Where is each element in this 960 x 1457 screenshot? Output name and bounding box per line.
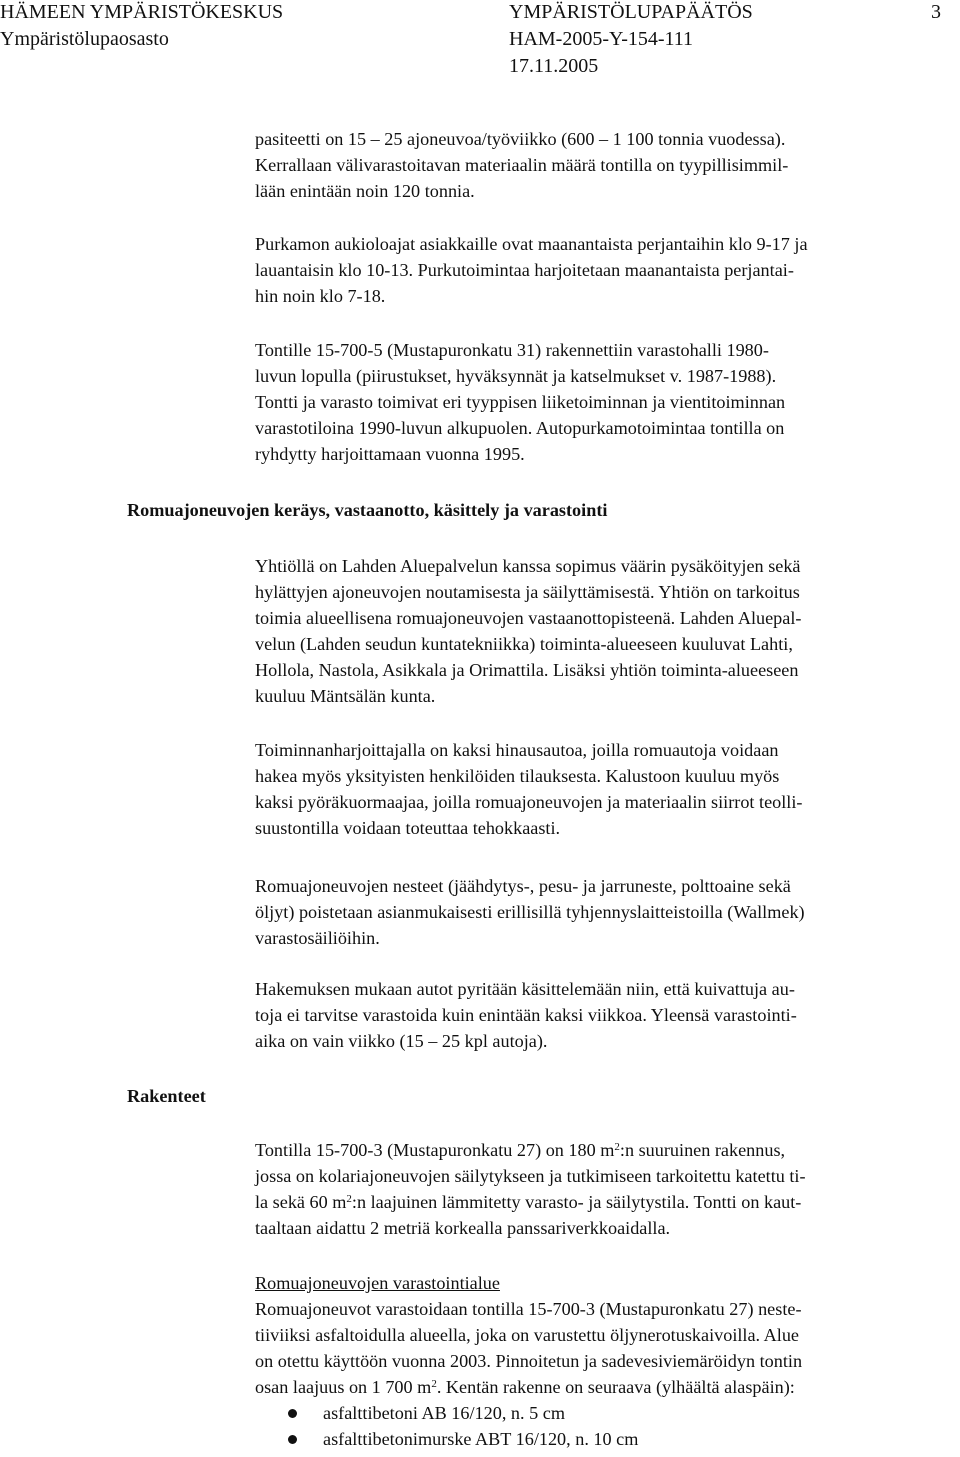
text-line: kaksi pyöräkuormaajaa, joilla romuajoneuvojen ja materiaalin siirrot teolli- (255, 792, 803, 812)
structure-list (255, 1400, 960, 1452)
text-line (255, 1189, 960, 1215)
text-span: :n laajuinen lämmitetty varasto- ja säilytystila. Tontti on kaut- (351, 1192, 802, 1212)
text-line: on otettu käyttöön vuonna 2003. Pinnoitetun ja sadevesiviemäröidyn tontin (255, 1351, 803, 1371)
header-doc-type: YMPÄRISTÖLUPAPÄÄTÖS (509, 1, 753, 23)
header-department: Ympäristölupaosasto (0, 28, 169, 50)
text-span: la sekä 60 m (255, 1192, 347, 1212)
text-line: tiiviiksi asfaltoidulla alueella, joka on varustettu öljynerotuskaivoilla. Alue (255, 1325, 799, 1345)
text-line: pasiteetti on 15 – 25 ajoneuvoa/työviikko (600 – 1 100 tonnia vuodessa). (255, 129, 786, 149)
section-heading-collection: Romuajoneuvojen keräys, vastaanotto, käsittely ja varastointi (127, 500, 608, 520)
text-line: luvun lopulla (piirustukset, hyväksynnät ja katselmukset v. 1987-1988). (255, 366, 777, 386)
text-line: öljyt) poistetaan asianmukaisesti erillisillä tyhjennyslaitteistoilla (Wallmek) (255, 902, 805, 922)
paragraph-building (255, 1137, 960, 1241)
text-line: hin noin klo 7-18. (255, 286, 386, 306)
text-line: Hakemuksen mukaan autot pyritään käsittelemään niin, että kuivattuja au- (255, 979, 795, 999)
text-line: kuuluu Mäntsälän kunta. (255, 686, 436, 706)
text-line: Yhtiöllä on Lahden Aluepalvelun kanssa sopimus väärin pysäköityjen sekä (255, 556, 801, 576)
section-heading-structures: Rakenteet (127, 1086, 206, 1106)
text-line: toimia alueellisena romuajoneuvojen vastaanottopisteenä. Lahden Aluepal- (255, 608, 802, 628)
paragraph-equipment (255, 737, 960, 841)
paragraph-agreement (255, 553, 960, 709)
text-line: toja ei tarvitse varastoida kuin enintään kaksi viikkoa. Yleensä varastointi- (255, 1005, 797, 1025)
text-span: osan laajuus on 1 700 m (255, 1377, 432, 1397)
subsection-title: Romuajoneuvojen varastointialue (255, 1273, 500, 1293)
header-case-id: HAM-2005-Y-154-111 (509, 28, 694, 50)
text-line: suustontilla voidaan toteuttaa tehokkaasti. (255, 818, 561, 838)
text-line (255, 1374, 960, 1400)
paragraph-storage-area (255, 1270, 960, 1452)
text-line: aika on vain viikko (15 – 25 kpl autoja). (255, 1031, 548, 1051)
text-line: taaltaan aidattu 2 metriä korkealla panssariverkkoaidalla. (255, 1218, 671, 1238)
text-line: Tontille 15-700-5 (Mustapuronkatu 31) rakennettiin varastohalli 1980- (255, 340, 769, 360)
text-line: Hollola, Nastola, Asikkala ja Orimattila. Lisäksi yhtiön toiminta-alueeseen (255, 660, 799, 680)
text-line (255, 1137, 960, 1163)
text-span: Tontilla 15-700-3 (Mustapuronkatu 27) on 180 m (255, 1140, 615, 1160)
paragraph-fluids (255, 873, 960, 951)
text-line: Kerrallaan välivarastoitavan materiaalin määrä tontilla on tyypillisimmil- (255, 155, 789, 175)
text-span: . Kentän rakenne on seuraava (ylhäältä alaspäin): (436, 1377, 795, 1397)
superscript: 2 (431, 1378, 437, 1390)
text-line: Tontti ja varasto toimivat eri tyyppisen liiketoiminnan ja vientitoiminnan (255, 392, 786, 412)
page-number: 3 (931, 1, 941, 23)
paragraph-opening-hours (255, 231, 960, 309)
text-line: lään enintään noin 120 tonnia. (255, 181, 475, 201)
superscript: 2 (614, 1141, 620, 1153)
text-span: :n suuruinen rakennus, (619, 1140, 786, 1160)
superscript: 2 (346, 1193, 352, 1205)
text-line: hylättyjen ajoneuvojen noutamisesta ja säilyttämisestä. Yhtiön on tarkoitus (255, 582, 800, 602)
list-item: asfalttibetoni AB 16/120, n. 5 cm (255, 1400, 960, 1426)
text-line: jossa on kolariajoneuvojen säilytykseen ja tutkimiseen tarkoitettu katettu ti- (255, 1166, 806, 1186)
header-date: 17.11.2005 (509, 55, 599, 77)
paragraph-processing-time (255, 976, 960, 1054)
text-line: Purkamon aukioloajat asiakkaille ovat maanantaista perjantaihin klo 9-17 ja (255, 234, 808, 254)
text-line: Toiminnanharjoittajalla on kaksi hinausautoa, joilla romuautoja voidaan (255, 740, 779, 760)
text-line: varastosäiliöihin. (255, 928, 380, 948)
text-line: Romuajoneuvojen nesteet (jäähdytys-, pesu- ja jarruneste, polttoaine sekä (255, 876, 791, 896)
text-line: velun (Lahden seudun kuntatekniikka) toiminta-alueeseen kuuluvat Lahti, (255, 634, 793, 654)
header-org: HÄMEEN YMPÄRISTÖKESKUS (0, 1, 284, 23)
text-line: varastotiloina 1990-luvun alkupuolen. Autopurkamotoimintaa tontilla on (255, 418, 785, 438)
text-line: lauantaisin klo 10-13. Purkutoimintaa harjoitetaan maanantaista perjantai- (255, 260, 794, 280)
paragraph-site-history (255, 337, 960, 467)
list-item: asfalttibetonimurske ABT 16/120, n. 10 cm (255, 1426, 960, 1452)
text-line: ryhdytty harjoittamaan vuonna 1995. (255, 444, 525, 464)
paragraph-capacity (255, 126, 960, 204)
text-line: Romuajoneuvot varastoidaan tontilla 15-700-3 (Mustapuronkatu 27) neste- (255, 1299, 802, 1319)
text-line: hakea myös yksityisten henkilöiden tilauksesta. Kalustoon kuuluu myös (255, 766, 780, 786)
